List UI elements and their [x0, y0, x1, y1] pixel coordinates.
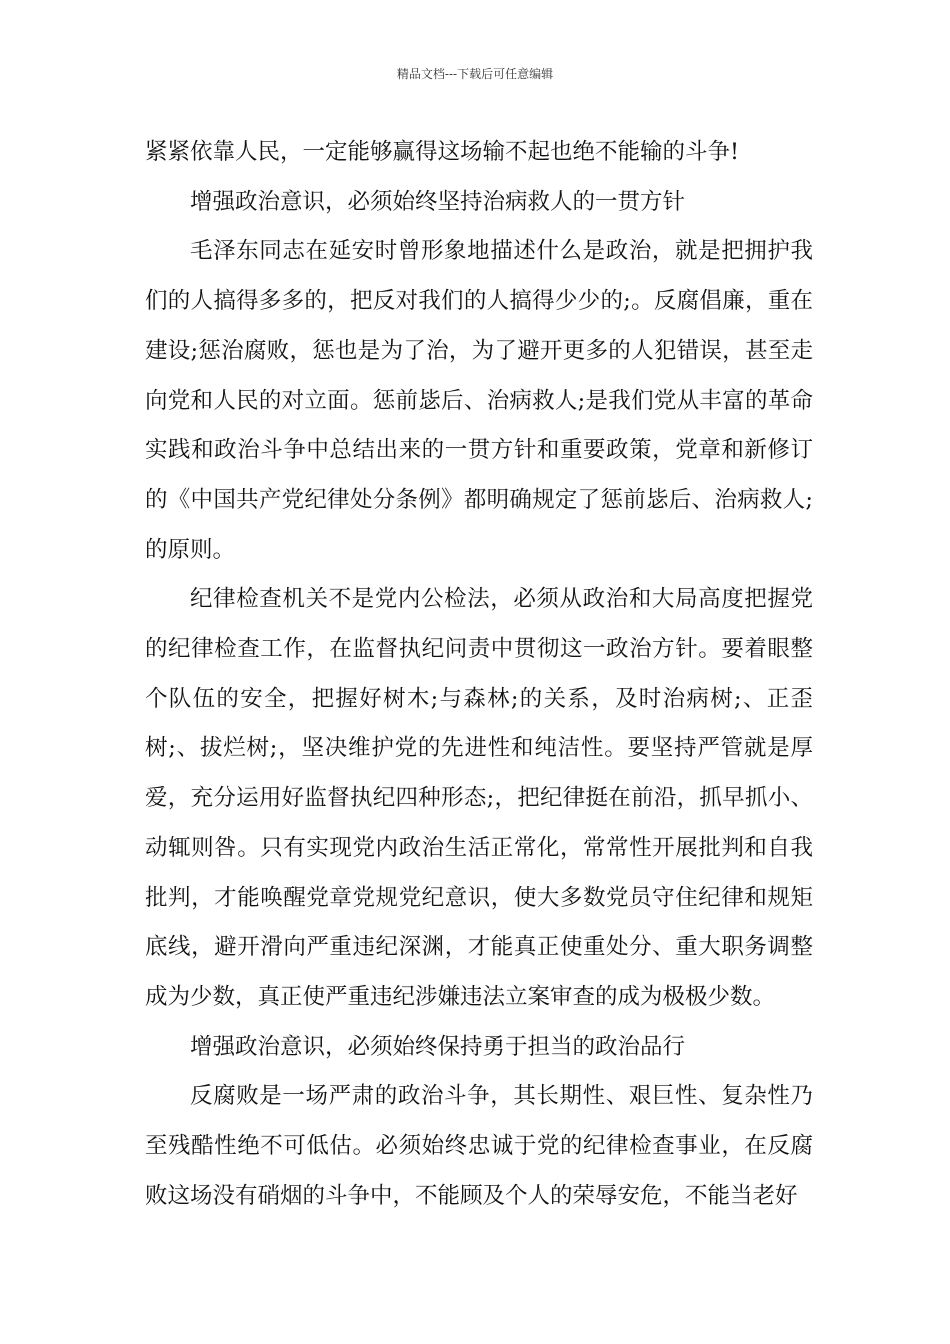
document-body — [145, 128, 813, 1221]
paragraph: 毛泽东同志在延安时曾形象地描述什么是政治，就是把拥护我们的人搞得多多的，把反对我们的人搞得少少的;。反腐倡廉，重在建设;惩治腐败，惩也是为了治，为了避开更多的人犯错误，甚至走向党和人民的对立面。惩前毖后、治病救人;是我们党从丰富的革命实践和政治斗争中总结出来的一贯方针和重要政策，党章和新修订的《中国共产党纪律处分条例》都明确规定了惩前毖后、治病救人;的原则。 — [145, 238, 813, 563]
paragraph-continuation: 紧紧依靠人民，一定能够赢得这场输不起也绝不能输的斗争! — [145, 139, 740, 165]
section-heading: 增强政治意识，必须始终坚持治病救人的一贯方针 — [190, 188, 686, 215]
section-heading: 增强政治意识，必须始终保持勇于担当的政治品行 — [190, 1033, 686, 1060]
paragraph: 纪律检查机关不是党内公检法，必须从政治和大局高度把握党的纪律检查工作，在监督执纪问责中贯彻这一政治方针。要着眼整个队伍的安全，把握好树木;与森林;的关系，及时治病树;、正歪树;、拔烂树;，坚决维护党的先进性和纯洁性。要坚持严管就是厚爱，充分运用好监督执纪四种形态;，把纪律挺在前沿，抓早抓小、动辄则咎。只有实现党内政治生活正常化，常常性开展批判和自我批判，才能唤醒党章党规党纪意识，使大多数党员守住纪律和规矩底线，避开滑向严重违纪深渊，才能真正使重处分、重大职务调整成为少数，真正使严重违纪涉嫌违法立案审查的成为极极少数。 — [145, 586, 813, 1010]
page-header: 精品文档---下载后可任意编辑 — [396, 67, 554, 81]
paragraph: 反腐败是一场严肃的政治斗争，其长期性、艰巨性、复杂性乃至残酷性绝不可低估。必须始终忠诚于党的纪律检查事业，在反腐败这场没有硝烟的斗争中，不能顾及个人的荣辱安危，不能当老好 — [145, 1083, 813, 1209]
